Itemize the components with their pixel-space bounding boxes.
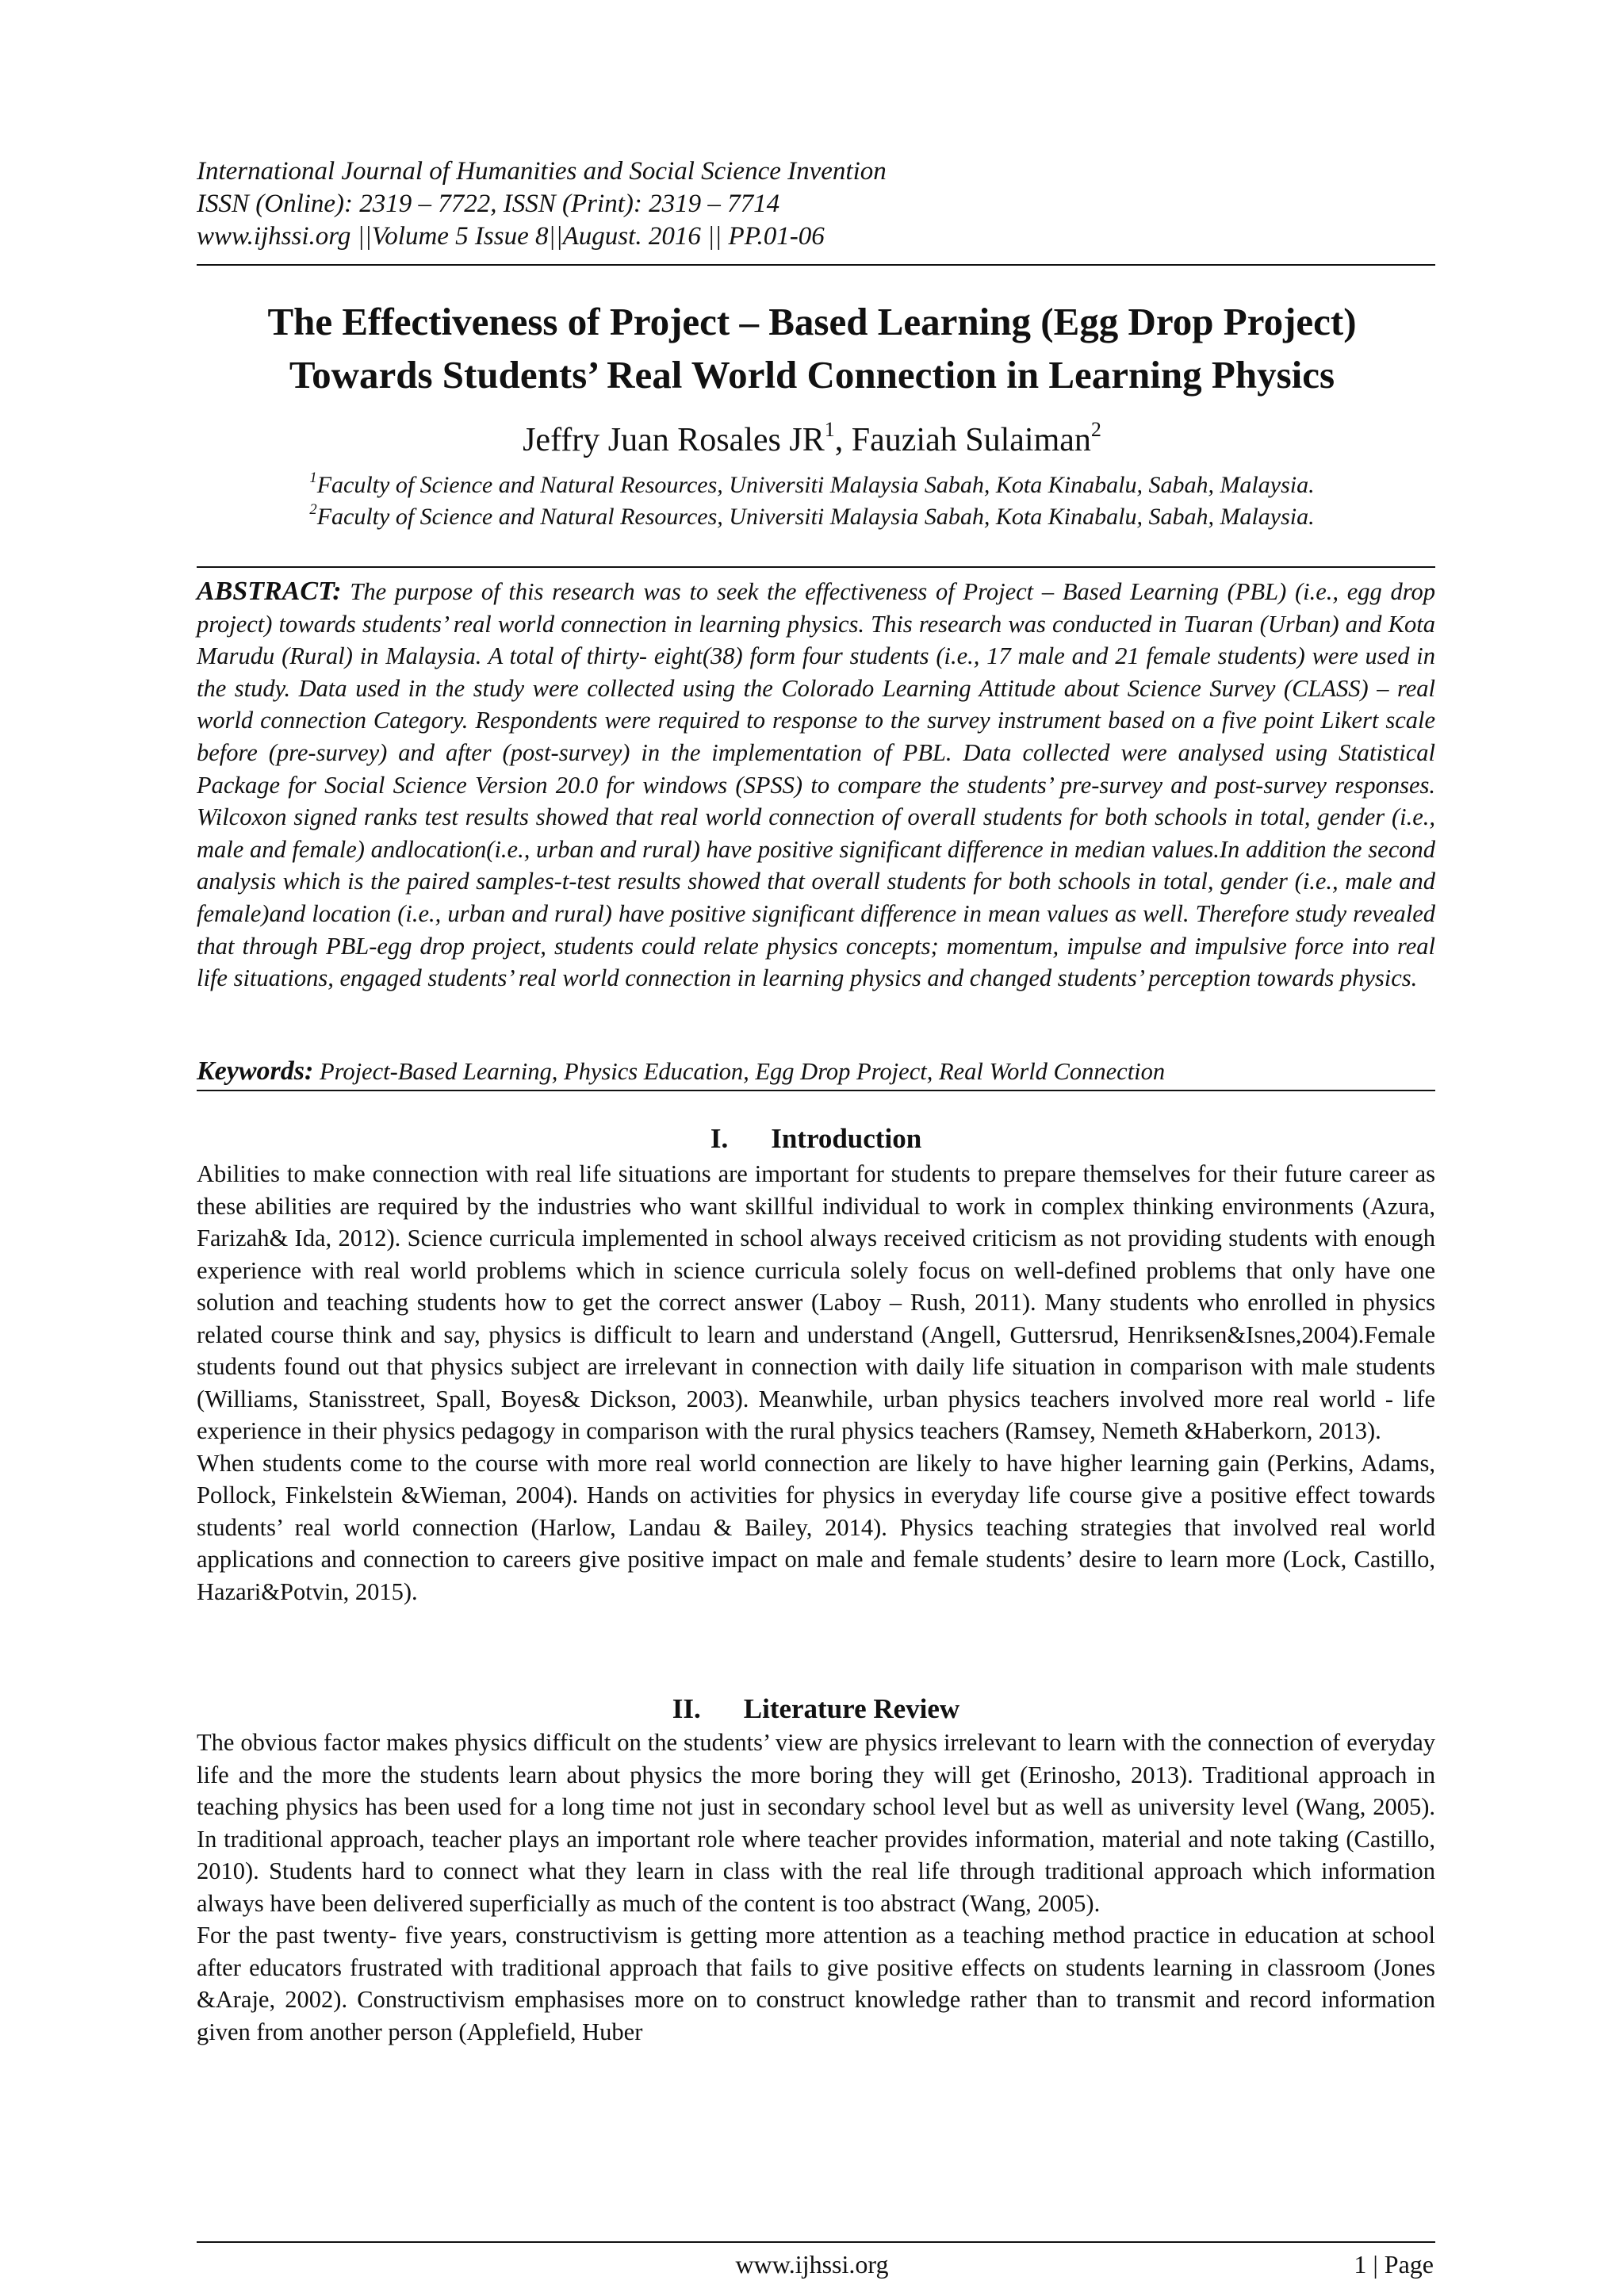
affiliation-text: Faculty of Science and Natural Resources, Universiti Malaysia Sabah, Kota Kinabalu, Sabah, Malaysia. bbox=[316, 472, 1315, 498]
title-line-1: The Effectiveness of Project – Based Learning (Egg Drop Project) bbox=[267, 300, 1357, 343]
affiliation-line bbox=[190, 470, 1434, 501]
affiliation-line bbox=[190, 501, 1434, 533]
section-body bbox=[197, 1158, 1435, 1608]
keywords-label: Keywords: bbox=[197, 1056, 314, 1086]
body-paragraph: When students come to the course with more real world connection are likely to have higher learning gain (Perkins, Adams, Pollock, Finkelstein &Wieman, 2004). Hands on activities for physics in everyday life course give a positive effect towards students’ real world connection (Harlow, Landau & Bailey, 2014). Physics teaching strategies that involved real world applications and connection to careers give positive impact on male and female students’ desire to learn more (Lock, Castillo, Hazari&Potvin, 2015). bbox=[197, 1449, 1435, 1605]
journal-issn: ISSN (Online): 2319 – 7722, ISSN (Print): 2319 – 7714 bbox=[197, 190, 780, 218]
affiliation-text: Faculty of Science and Natural Resources, Universiti Malaysia Sabah, Kota Kinabalu, Sabah, Malaysia. bbox=[316, 504, 1315, 530]
journal-header bbox=[197, 155, 1434, 253]
page-number: 1 | Page bbox=[1354, 2250, 1434, 2279]
header-rule bbox=[197, 264, 1435, 266]
keywords-text: Project-Based Learning, Physics Education, Egg Drop Project, Real World Connection bbox=[319, 1058, 1166, 1085]
section-number: II. bbox=[672, 1693, 701, 1724]
section-title: Literature Review bbox=[743, 1693, 960, 1724]
abstract-top-rule bbox=[197, 566, 1435, 568]
footer-url: www.ijhssi.org bbox=[735, 2250, 889, 2279]
section-number: I. bbox=[710, 1123, 729, 1154]
affiliations bbox=[190, 470, 1434, 533]
section-body bbox=[197, 1727, 1435, 2048]
affiliation-mark: 2 bbox=[309, 501, 317, 519]
section-heading bbox=[197, 1121, 1435, 1156]
section-title: Introduction bbox=[771, 1123, 922, 1154]
affiliation-mark: 2 bbox=[1090, 418, 1101, 442]
keywords-bottom-rule bbox=[197, 1090, 1435, 1091]
title-line-2: Towards Students’ Real World Connection in Learning Physics bbox=[289, 353, 1335, 397]
paper-title bbox=[190, 295, 1434, 401]
body-paragraph: For the past twenty- five years, constructivism is getting more attention as a teaching method practice in education at school after educators frustrated with traditional approach that fails to give positive effects on students learning in classroom (Jones &Araje, 2002). Constructivism emphasises more on to construct knowledge rather than to transmit and record information given from another person (Applefield, Huber bbox=[197, 1922, 1435, 2045]
abstract-text: The purpose of this research was to seek the effectiveness of Project – Based Learning (PBL) (i.e., egg drop project) towards students’ real world connection in learning physics. This research was conducted in Tuaran (Urban) and Kota Marudu (Rural) in Malaysia. A total of thirty- eight(38) form four students (i.e., 17 male and 21 female students) were used in the study. Data used in the study were collected using the Colorado Learning Attitude about Science Survey (CLASS) – real world connection Category. Respondents were required to response to the survey instrument based on a five point Likert scale before (pre-survey) and after (post-survey) in the implementation of PBL. Data collected were analysed using Statistical Package for Social Science Version 20.0 for windows (SPSS) to compare the students’ pre-survey and post-survey responses. Wilcoxon signed ranks test results showed that real world connection of overall students for both schools in total, gender (i.e., male and female) andlocation(i.e., urban and rural) have positive significant difference in median values.In addition the second analysis which is the paired samples-t-test results showed that overall students for both schools in total, gender (i.e., male and female)and location (i.e., urban and rural) have positive significant difference in mean values as well. Therefore study revealed that through PBL-egg drop project, students could relate physics concepts; momentum, impulse and impulsive force into real life situations, engaged students’ real world connection in learning physics and changed students’ perception towards physics. bbox=[197, 578, 1435, 992]
body-paragraph: The obvious factor makes physics difficult on the students’ view are physics irrelevant to learn with the connection of everyday life and the more the students learn about physics the more boring they will get (Erinosho, 2013). Traditional approach in teaching physics has been used for a long time not just in secondary school level but as well as university level (Wang, 2005). In traditional approach, teacher plays an important role where teacher provides information, material and note taking (Castillo, 2010). Students hard to connect what they learn in class with the real life through traditional approach which information always have been delivered superficially as much of the content is too abstract (Wang, 2005). bbox=[197, 1729, 1435, 1917]
author-separator: , bbox=[834, 422, 852, 458]
abstract-label: ABSTRACT: bbox=[197, 577, 342, 606]
journal-name: International Journal of Humanities and Social Science Invention bbox=[197, 157, 887, 186]
affiliation-mark: 1 bbox=[824, 418, 835, 442]
author-list bbox=[190, 419, 1434, 462]
affiliation-mark: 1 bbox=[309, 470, 317, 487]
section-heading bbox=[197, 1692, 1435, 1727]
body-paragraph: Abilities to make connection with real life situations are important for students to prepare themselves for their future career as these abilities are required by the industries who want skillful individual to work in complex thinking environments (Azura, Farizah& Ida, 2012). Science curricula implemented in school always received criticism as not providing students with enough experience with real world problems which in science curricula solely focus on well-defined problems that only have one solution and teaching students how to get the correct answer (Laboy – Rush, 2011). Many students who enrolled in physics related course think and say, physics is difficult to learn and understand (Angell, Guttersrud, Henriksen&Isnes,2004).Female students found out that physics subject are irrelevant in connection with daily life situation in comparison with male students (Williams, Stanisstreet, Spall, Boyes& Dickson, 2003). Meanwhile, urban physics teachers involved more real world - life experience in their physics pedagogy in comparison with the rural physics teachers (Ramsey, Nemeth &Haberkorn, 2013). bbox=[197, 1160, 1435, 1444]
keywords bbox=[197, 1056, 1435, 1087]
journal-volume: www.ijhssi.org ||Volume 5 Issue 8||August. 2016 || PP.01-06 bbox=[197, 222, 825, 251]
author-name: Fauziah Sulaiman bbox=[851, 422, 1091, 458]
abstract bbox=[197, 576, 1435, 995]
footer-rule bbox=[197, 2241, 1435, 2243]
author-name: Jeffry Juan Rosales JR bbox=[523, 422, 825, 458]
